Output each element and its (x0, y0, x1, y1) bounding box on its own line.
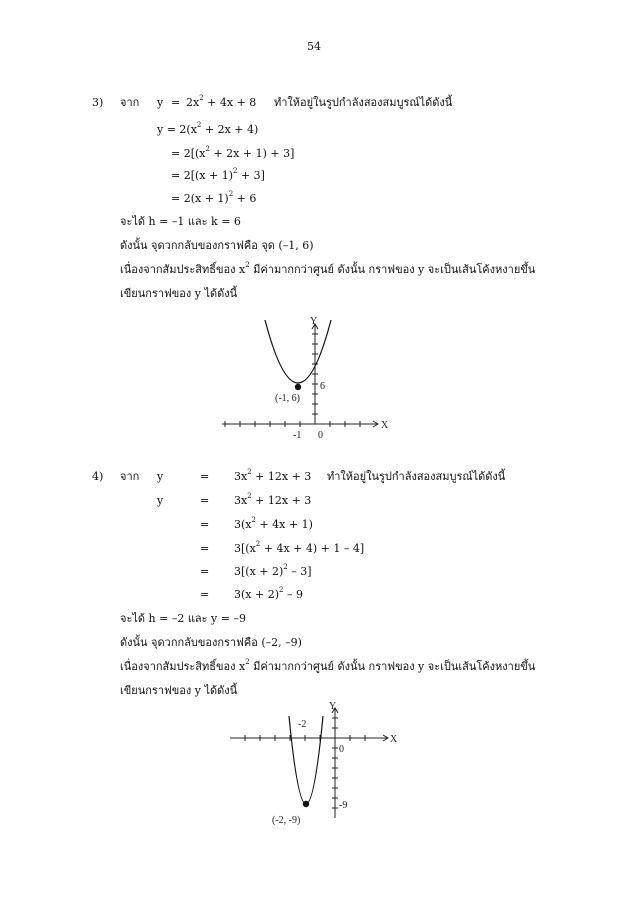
draw-graph-text: เขียนกราฟของ y ได้ดังนี้ (120, 684, 238, 697)
from-label: จาก (120, 96, 140, 109)
equation-line-5: $3[(x + 2)^2 - 3]$ (234, 563, 312, 578)
parabola-curve (265, 320, 331, 383)
problem-number: 3) (92, 96, 104, 109)
origin-label: 0 (318, 430, 323, 441)
equation-line-4: = $2[(x + 1)^2 + 3]$ (171, 167, 265, 182)
equation-line-3: $3(x^2 + 4x + 1)$ (234, 516, 313, 531)
vertex-label: (-2, -9) (272, 815, 301, 826)
equation-equals: = (200, 565, 210, 578)
origin-label: 0 (339, 744, 344, 755)
problem-number: 4) (92, 470, 104, 483)
y-value-label: 6 (320, 381, 325, 392)
vertex-point (303, 801, 309, 807)
equation-line-1: $3x^2 + 12x + 3$ (234, 468, 312, 483)
equation-line-1: $2x^2 + 4x + 8$ (186, 94, 257, 109)
equation-equals: = (200, 542, 210, 555)
vertex-point (295, 384, 301, 390)
equation-equals: = (200, 494, 210, 507)
vertex-text: ดังนั้น จุดวกกลับของกราฟคือ (–2, –9) (120, 636, 302, 649)
equation-equals: = (200, 518, 210, 531)
x-axis-label: X (390, 734, 398, 745)
instruction-note: ทำให้อยู่ในรูปกำลังสองสมบูรณ์ได้ดังนี้ (274, 96, 453, 109)
vertex-label: (-1, 6) (275, 393, 300, 404)
equation-line-2: $y = 2(x^2 + 2x + 4)$ (157, 121, 259, 136)
equation-y: y (157, 494, 164, 507)
vertex-text: ดังนั้น จุดวกกลับของกราฟคือ จุด (–1, 6) (120, 239, 314, 252)
result-text: จะได้ h = –1 และ k = 6 (120, 215, 241, 228)
equation-line-6: $3(x + 2)^2 - 9$ (234, 586, 303, 601)
parabola-graph-3 (210, 310, 400, 445)
equation-line-2: $3x^2 + 12x + 3$ (234, 492, 312, 507)
result-text: จะได้ h = –2 และ y = –9 (120, 612, 246, 625)
coefficient-text: เนื่องจากสัมประสิทธิ์ของ $x^2$ มีค่ามากกว่าศูนย์ ดังนั้น กราฟของ y จะเป็นเส้นโค้งหงายขึ้น (120, 261, 536, 276)
equation-equals: = (200, 588, 210, 601)
y-value-label: -9 (339, 800, 348, 811)
x-value-label: -2 (298, 719, 307, 730)
x-axis-label: X (381, 420, 389, 431)
equation-equals: = (171, 96, 181, 109)
x-value-label: -1 (293, 430, 302, 441)
equation-equals: = (200, 470, 210, 483)
equation-y: y (157, 470, 164, 483)
draw-graph-text: เขียนกราฟของ y ได้ดังนี้ (120, 287, 238, 300)
equation-line-4: $3[(x^2 + 4x + 4) + 1 - 4]$ (234, 540, 365, 555)
parabola-graph-4 (222, 698, 412, 833)
equation-line-5: = $2(x + 1)^2 + 6$ (171, 190, 257, 205)
coefficient-text: เนื่องจากสัมประสิทธิ์ของ $x^2$ มีค่ามากกว่าศูนย์ ดังนั้น กราฟของ y จะเป็นเส้นโค้งหงายขึ้น (120, 658, 536, 673)
equation-y: y (157, 96, 164, 109)
page-number: 54 (307, 40, 321, 53)
from-label: จาก (120, 470, 140, 483)
instruction-note: ทำให้อยู่ในรูปกำลังสองสมบูรณ์ได้ดังนี้ (327, 470, 506, 483)
y-axis-label: Y (329, 701, 337, 712)
y-axis-label: Y (310, 316, 318, 327)
equation-line-3: = $2[(x^2 + 2x + 1) + 3]$ (171, 145, 295, 160)
